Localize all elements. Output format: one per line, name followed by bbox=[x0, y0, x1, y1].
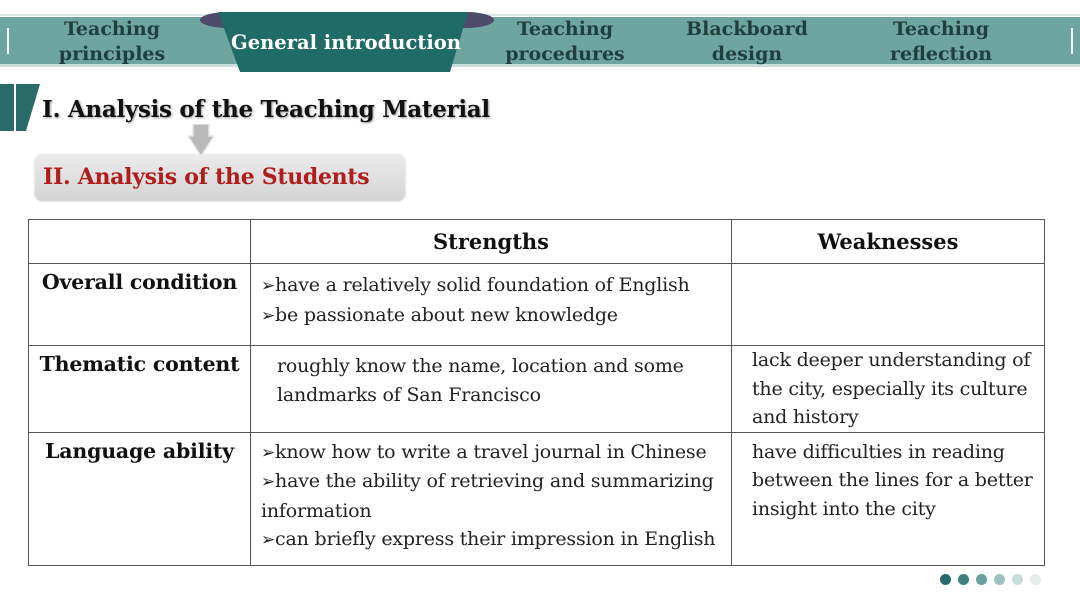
cell-text: roughly know the name, location and some landmarks of San Francisco bbox=[277, 355, 684, 406]
tab-label: General introduction bbox=[231, 30, 461, 54]
tab-label: Teaching reflection bbox=[889, 18, 993, 65]
chevron-down-icon bbox=[188, 124, 214, 156]
students-analysis-table bbox=[28, 219, 1045, 566]
pagination-dots bbox=[940, 574, 1041, 585]
tab-teaching-procedures[interactable] bbox=[478, 17, 652, 67]
header-empty bbox=[29, 220, 251, 264]
section-marker-slant bbox=[16, 84, 40, 131]
list-item: ➢ can briefly express their impression in English bbox=[261, 525, 727, 555]
weaknesses-cell: have difficulties in reading between the lines for a better insight into the city bbox=[732, 432, 1045, 565]
page-dot[interactable] bbox=[1012, 574, 1023, 585]
page-dot[interactable] bbox=[958, 574, 969, 585]
tab-blackboard-design[interactable] bbox=[660, 17, 834, 67]
page-dot[interactable] bbox=[940, 574, 951, 585]
list-item: ➢ know how to write a travel journal in Chinese bbox=[261, 438, 727, 468]
tab-label: Teaching principles bbox=[58, 18, 166, 65]
heading-analysis-students[interactable] bbox=[35, 154, 405, 200]
nav-left-divider bbox=[7, 28, 9, 54]
list-item: ➢ have a relatively solid foundation of English bbox=[261, 271, 727, 301]
tab-teaching-reflection[interactable] bbox=[854, 17, 1028, 67]
weaknesses-cell bbox=[732, 264, 1045, 346]
list-item: ➢ be passionate about new knowledge bbox=[261, 301, 727, 331]
table-header-row bbox=[29, 220, 1045, 264]
nav-right-divider bbox=[1071, 28, 1073, 54]
heading-numeral: II. bbox=[43, 164, 71, 190]
heading-teaching-material[interactable]: I. Analysis of the Teaching Material bbox=[42, 96, 490, 123]
header-strengths: Strengths bbox=[251, 220, 732, 264]
section-marker-block bbox=[0, 84, 14, 131]
list-item: ➢ have the ability of retrieving and summarizing information bbox=[261, 467, 727, 525]
strengths-cell bbox=[251, 432, 732, 565]
heading-text: Analysis of the Students bbox=[70, 164, 370, 190]
tab-label: Teaching procedures bbox=[505, 18, 625, 65]
nav-top-line bbox=[0, 14, 1080, 16]
page-dot[interactable] bbox=[976, 574, 987, 585]
header-weaknesses: Weaknesses bbox=[732, 220, 1045, 264]
strengths-cell bbox=[251, 346, 732, 433]
row-label-overall: Overall condition bbox=[29, 264, 251, 346]
tab-label: Blackboard design bbox=[686, 18, 808, 65]
table-row bbox=[29, 264, 1045, 346]
weaknesses-cell: lack deeper understanding of the city, especially its culture and history bbox=[732, 346, 1045, 433]
tab-general-introduction[interactable] bbox=[198, 12, 494, 72]
row-label-thematic: Thematic content bbox=[29, 346, 251, 433]
tab-teaching-principles[interactable] bbox=[22, 17, 202, 67]
page-dot[interactable] bbox=[1030, 574, 1041, 585]
table-row bbox=[29, 432, 1045, 565]
page-dot[interactable] bbox=[994, 574, 1005, 585]
table-row bbox=[29, 346, 1045, 433]
strengths-cell bbox=[251, 264, 732, 346]
row-label-language: Language ability bbox=[29, 432, 251, 565]
